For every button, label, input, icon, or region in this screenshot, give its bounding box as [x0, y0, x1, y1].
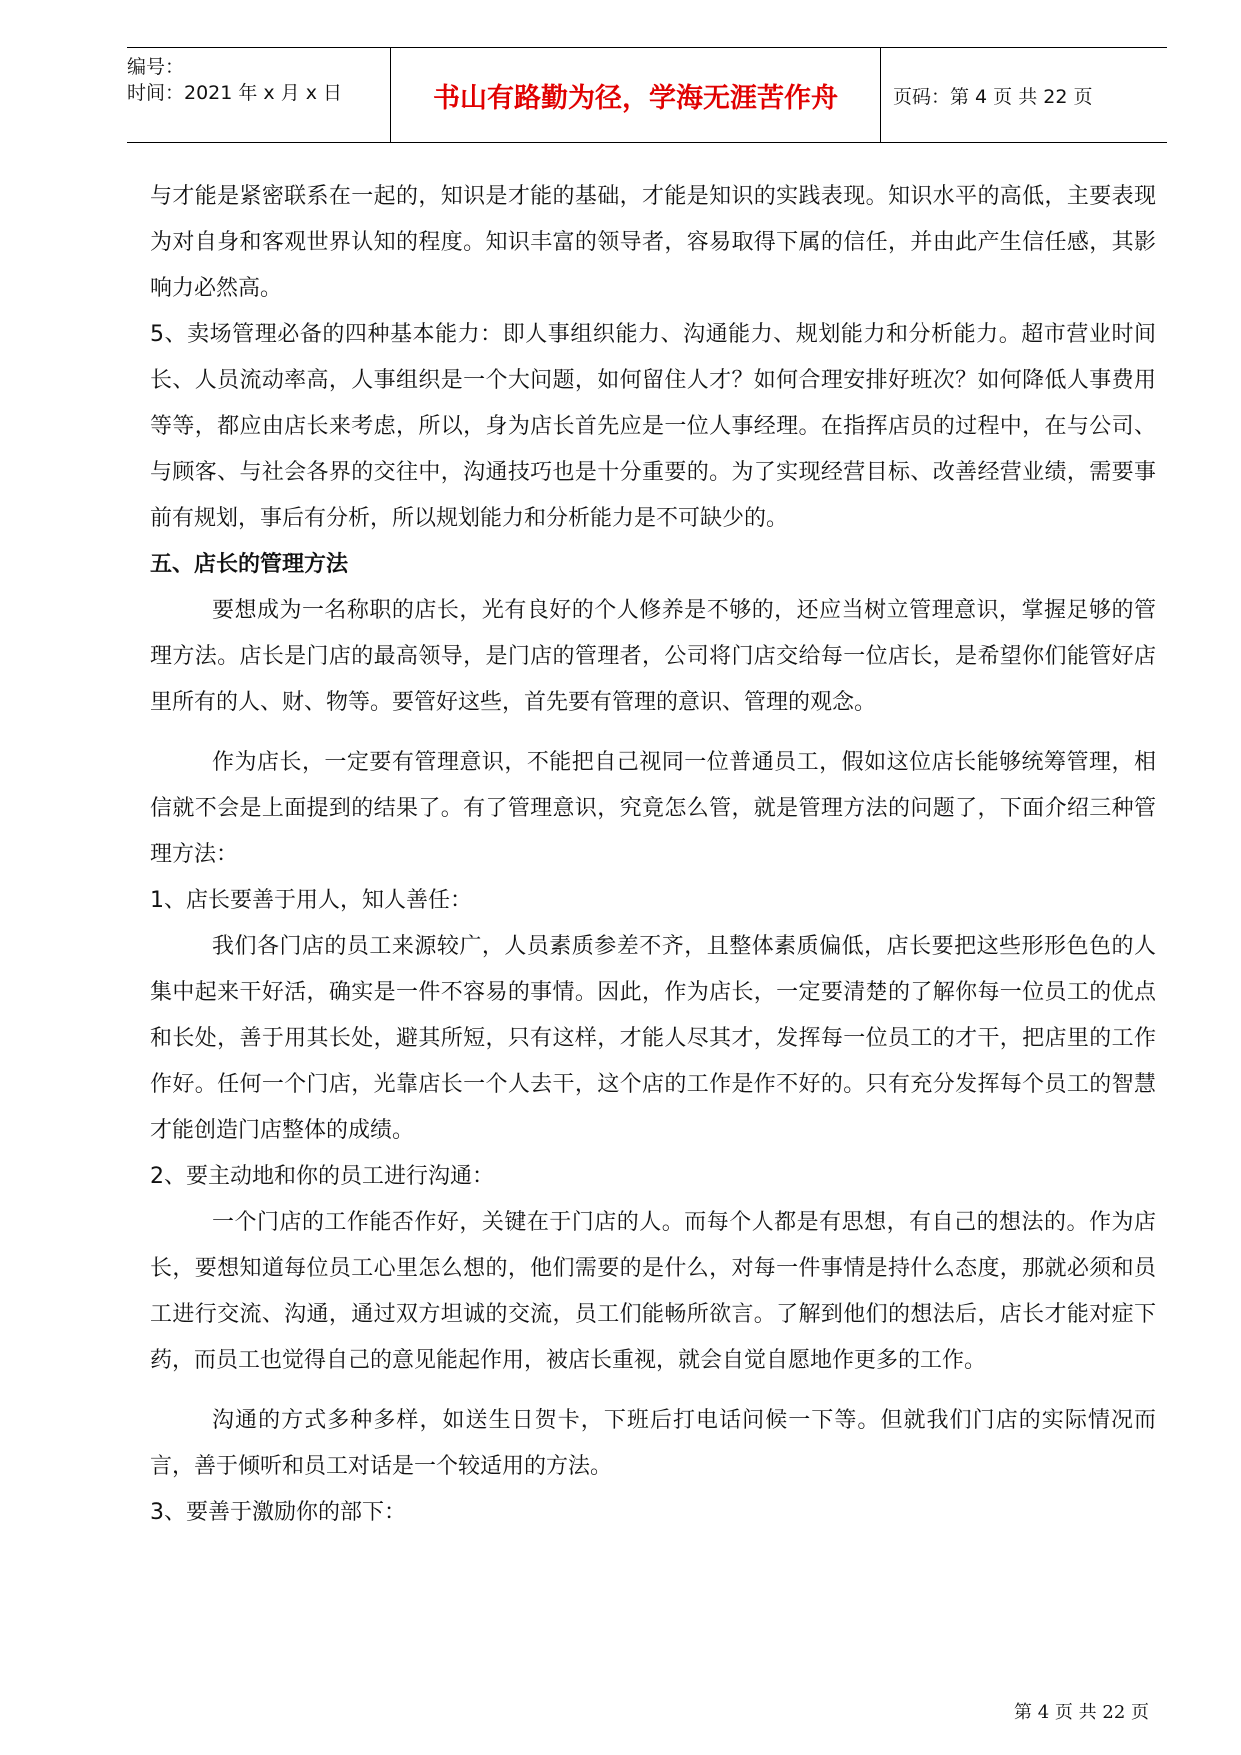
document-body: [150, 174, 1156, 1536]
body-paragraph: 沟通的方式多种多样，如送生日贺卡，下班后打电话问候一下等。但就我们门店的实际情况而言，善于倾听和员工对话是一个较适用的方法。: [150, 1408, 1156, 1479]
header-left-cell: [127, 48, 391, 142]
body-paragraph: 作为店长，一定要有管理意识，不能把自己视同一位普通员工，假如这位店长能够统筹管理，相信就不会是上面提到的结果了。有了管理意识，究竟怎么管，就是管理方法的问题了，下面介绍三种管理方法：: [150, 750, 1156, 867]
page-footer: 第 4 页 共 22 页: [1014, 1702, 1149, 1723]
document-time-label: 时间：2021 年 x 月 x 日: [127, 82, 343, 104]
body-paragraph: 我们各门店的员工来源较广，人员素质参差不齐，且整体素质偏低，店长要把这些形形色色的人集中起来干好活，确实是一件不容易的事情。因此，作为店长，一定要清楚的了解你每一位员工的优点和长处，善于用其长处，避其所短，只有这样，才能人尽其才，发挥每一位员工的才干，把店里的工作作好。任何一个门店，光靠店长一个人去干，这个店的工作是作不好的。只有充分发挥每个员工的智慧才能创造门店整体的成绩。: [150, 934, 1156, 1143]
list-item-heading: 3、要善于激励你的部下：: [150, 1500, 406, 1525]
header-motto: 书山有路勤为径，学海无涯苦作舟: [433, 82, 838, 114]
section-heading: 五、店长的管理方法: [150, 552, 349, 577]
body-paragraph: 5、卖场管理必备的四种基本能力：即人事组织能力、沟通能力、规划能力和分析能力。超市营业时间长、人员流动率高，人事组织是一个大问题，如何留住人才？如何合理安排好班次？如何降低人事费用等等，都应由店长来考虑，所以，身为店长首先应是一位人事经理。在指挥店员的过程中，在与公司、与顾客、与社会各界的交往中，沟通技巧也是十分重要的。为了实现经营目标、改善经营业绩，需要事前有规划，事后有分析，所以规划能力和分析能力是不可缺少的。: [150, 322, 1156, 531]
page-header: [127, 47, 1167, 143]
list-item-heading: 2、要主动地和你的员工进行沟通：: [150, 1164, 494, 1189]
body-paragraph: 与才能是紧密联系在一起的，知识是才能的基础，才能是知识的实践表现。知识水平的高低，主要表现为对自身和客观世界认知的程度。知识丰富的领导者，容易取得下属的信任，并由此产生信任感，其影响力必然高。: [150, 184, 1156, 301]
document-number-label: 编号：: [127, 56, 185, 78]
body-paragraph: 要想成为一名称职的店长，光有良好的个人修养是不够的，还应当树立管理意识，掌握足够的管理方法。店长是门店的最高领导，是门店的管理者，公司将门店交给每一位店长，是希望你们能管好店里所有的人、财、物等。要管好这些，首先要有管理的意识、管理的观念。: [150, 598, 1156, 715]
header-page-cell: [881, 48, 1167, 142]
body-paragraph: 一个门店的工作能否作好，关键在于门店的人。而每个人都是有思想，有自己的想法的。作为店长，要想知道每位员工心里怎么想的，他们需要的是什么，对每一件事情是持什么态度，那就必须和员工进行交流、沟通，通过双方坦诚的交流，员工们能畅所欲言。了解到他们的想法后，店长才能对症下药，而员工也觉得自己的意见能起作用，被店长重视，就会自觉自愿地作更多的工作。: [150, 1210, 1156, 1373]
header-page-code: 页码：第 4 页 共 22 页: [893, 85, 1093, 108]
header-motto-cell: [391, 48, 881, 142]
list-item-heading: 1、店长要善于用人，知人善任：: [150, 888, 472, 913]
